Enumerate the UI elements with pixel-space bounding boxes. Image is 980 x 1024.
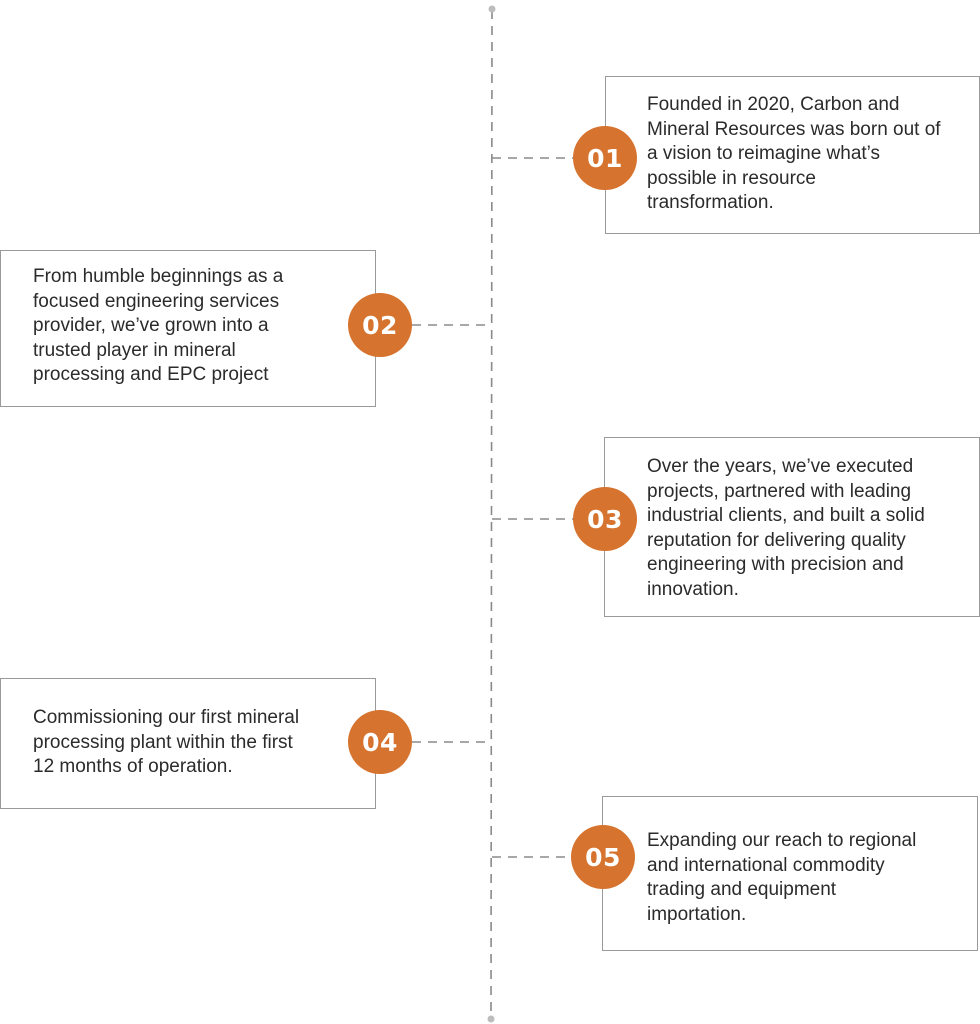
milestone-text-05: Expanding our reach to regional and international commodity trading and equipment importation.: [647, 830, 917, 925]
milestone-badge-04: 04: [348, 710, 412, 774]
timeline-start-dot: [489, 6, 496, 13]
milestone-text-03: Over the years, we’ve executed projects, partnered with leading industrial clients, and built a solid reputation for delivering quality engineering with precision and innovation.: [647, 456, 925, 600]
milestone-badge-01: 01: [573, 126, 637, 190]
milestone-text-02: From humble beginnings as a focused engineering services provider, we’ve grown into a trusted player in mineral processing and EPC project: [33, 266, 284, 385]
milestone-text-04: Commissioning our first mineral processing plant within the first 12 months of operation.: [33, 707, 300, 777]
milestone-badge-05: 05: [571, 825, 635, 889]
timeline-end-dot: [488, 1016, 495, 1023]
milestone-badge-03: 03: [573, 487, 637, 551]
milestone-text-01: Founded in 2020, Carbon and Mineral Resources was born out of a vision to reimagine what’s possible in resource transformation.: [647, 94, 941, 213]
milestone-badge-02: 02: [348, 293, 412, 357]
timeline-spine: [491, 10, 492, 1018]
